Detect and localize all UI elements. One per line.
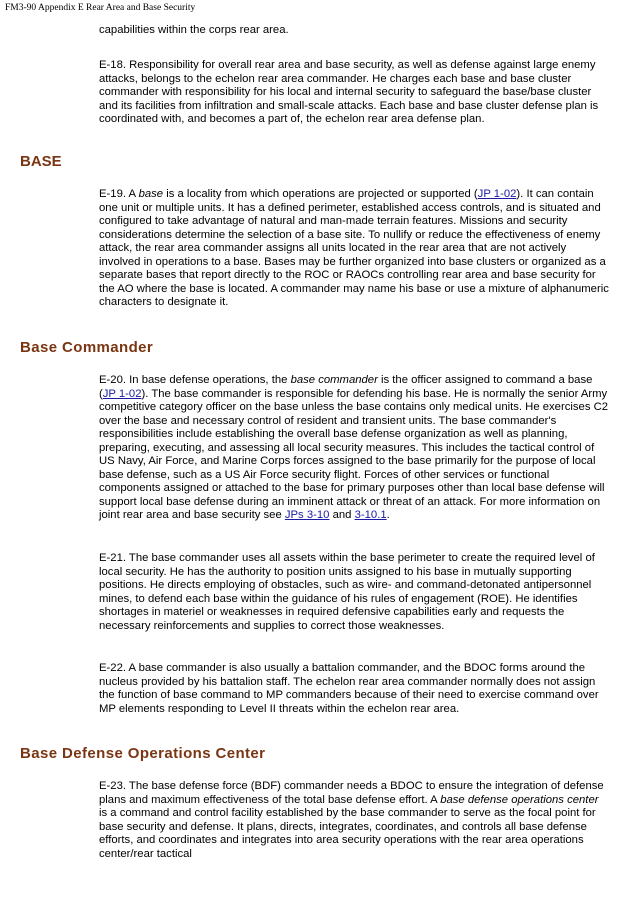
e20-text-b: is the officer assigned to command a base ( — [99, 374, 593, 400]
paragraph-e19 — [99, 188, 609, 310]
e19-text-a: E-19. A — [99, 188, 139, 200]
e20-text-d: and — [329, 509, 355, 521]
link-jp-1-02[interactable]: JP 1-02 — [477, 188, 517, 200]
e23-text-b: is a command and control facility established by the base commander to serve as the focal point for base security and defense. It plans, directs, integrates, coordinates, and controls all base defense efforts, and coordinates and integrates into area security operations with the rear area operations center/rear tactical — [99, 807, 596, 860]
paragraph-e21: E-21. The base commander uses all assets within the base perimeter to create the required level of local security. He has the authority to position units assigned to his base in mutually supporting positions. He directs employing of obstacles, such as wire- and command-detonated antipersonnel mines, to defend each base within the guidance of his rules of engagement (ROE). He identifies shortages in materiel or weaknesses in required defensive capabilities early and requests the necessary reinforcements and supplies to correct those weaknesses. — [99, 552, 595, 632]
e23-term-bdoc: base defense operations center — [440, 793, 599, 806]
paragraph-intro-fragment: capabilities within the corps rear area. — [99, 24, 289, 36]
e20-text-e: . — [386, 509, 390, 521]
e19-text-c: ). It can contain one unit or multiple units. It has a defined perimeter, established access controls, and is situated and configured to take advantage of natural and man-made terrain features. Missions and security considerations determine the selection of a base site. To nullify or reduce the effectiveness of enemy attack, the rear area commander assigns all units located in the rear area that are not actively involved in operations to a base. Bases may be further organized into base clusters or organized as a separate bases that report directly to the ROC or RAOCs controlling rear area and base security for the AO where the base is located. A commander may name his base or use a mixture of alphanumeric characters to designate it. — [99, 188, 609, 308]
heading-base-commander: Base Commander — [20, 339, 154, 356]
link-3-10-1[interactable]: 3-10.1 — [354, 509, 387, 521]
link-jp-1-02[interactable]: JP 1-02 — [102, 387, 142, 400]
e20-term-base-commander: base commander — [290, 374, 378, 386]
paragraph-e23 — [99, 780, 609, 861]
e20-text-a: E-20. In base defense operations, the — [99, 374, 291, 386]
paragraph-e18: E-18. Responsibility for overall rear area and base security, as well as defense against large enemy attacks, belongs to the echelon rear area commander. He charges each base and base cluster commander with responsibility for his local and internal security to safeguard the base/base cluster and its facilities from infiltration and small-scale attacks. Each base and base cluster defense plan is coordinated with, and becomes a part of, the echelon rear area defense plan. — [99, 59, 599, 125]
paragraph-e22: E-22. A base commander is also usually a battalion commander, and the BDOC forms around the nucleus provided by his battalion staff. The echelon rear area commander normally does not assign the function of base command to MP commanders because of their need to exercise command over MP elements responding to Level II threats within the echelon rear area. — [99, 662, 599, 715]
e19-term-base: base — [138, 188, 164, 200]
paragraph-e20 — [99, 374, 609, 523]
heading-base-defense-operations-center: Base Defense Operations Center — [20, 745, 266, 762]
e20-text-c: ). The base commander is responsible for defending his base. He is normally the senior Army competitive category officer on the base unless the base contains only medical units. He exercises C2 over the base and necessary control of resident and transient units. The base commander's responsibilities include establishing the overall base defense organization as well as planning, preparing, executing, and assessing all local security measures. This includes the tactical control of US Navy, Air Force, and Marine Corps forces assigned to the base primarily for the purpose of local base defense, such as a US Air Force security flight. Forces of other services or functional components assigned or attached to the base for primary purposes other than local base defense will support local base defense during an imminent attack or threat of an attack. For more information on joint rear area and base security see — [99, 387, 609, 521]
e19-text-b: is a locality from which operations are projected or supported ( — [163, 188, 478, 200]
link-jps-3-10[interactable]: JPs 3-10 — [284, 509, 330, 521]
running-header: FM3-90 Appendix E Rear Area and Base Security — [5, 3, 196, 13]
e23-text-a: E-23. The base defense force (BDF) commander needs a BDOC to ensure the integration of defense plans and maximum effectiveness of the total base defense effort. A — [99, 780, 604, 806]
heading-base: BASE — [20, 153, 62, 170]
